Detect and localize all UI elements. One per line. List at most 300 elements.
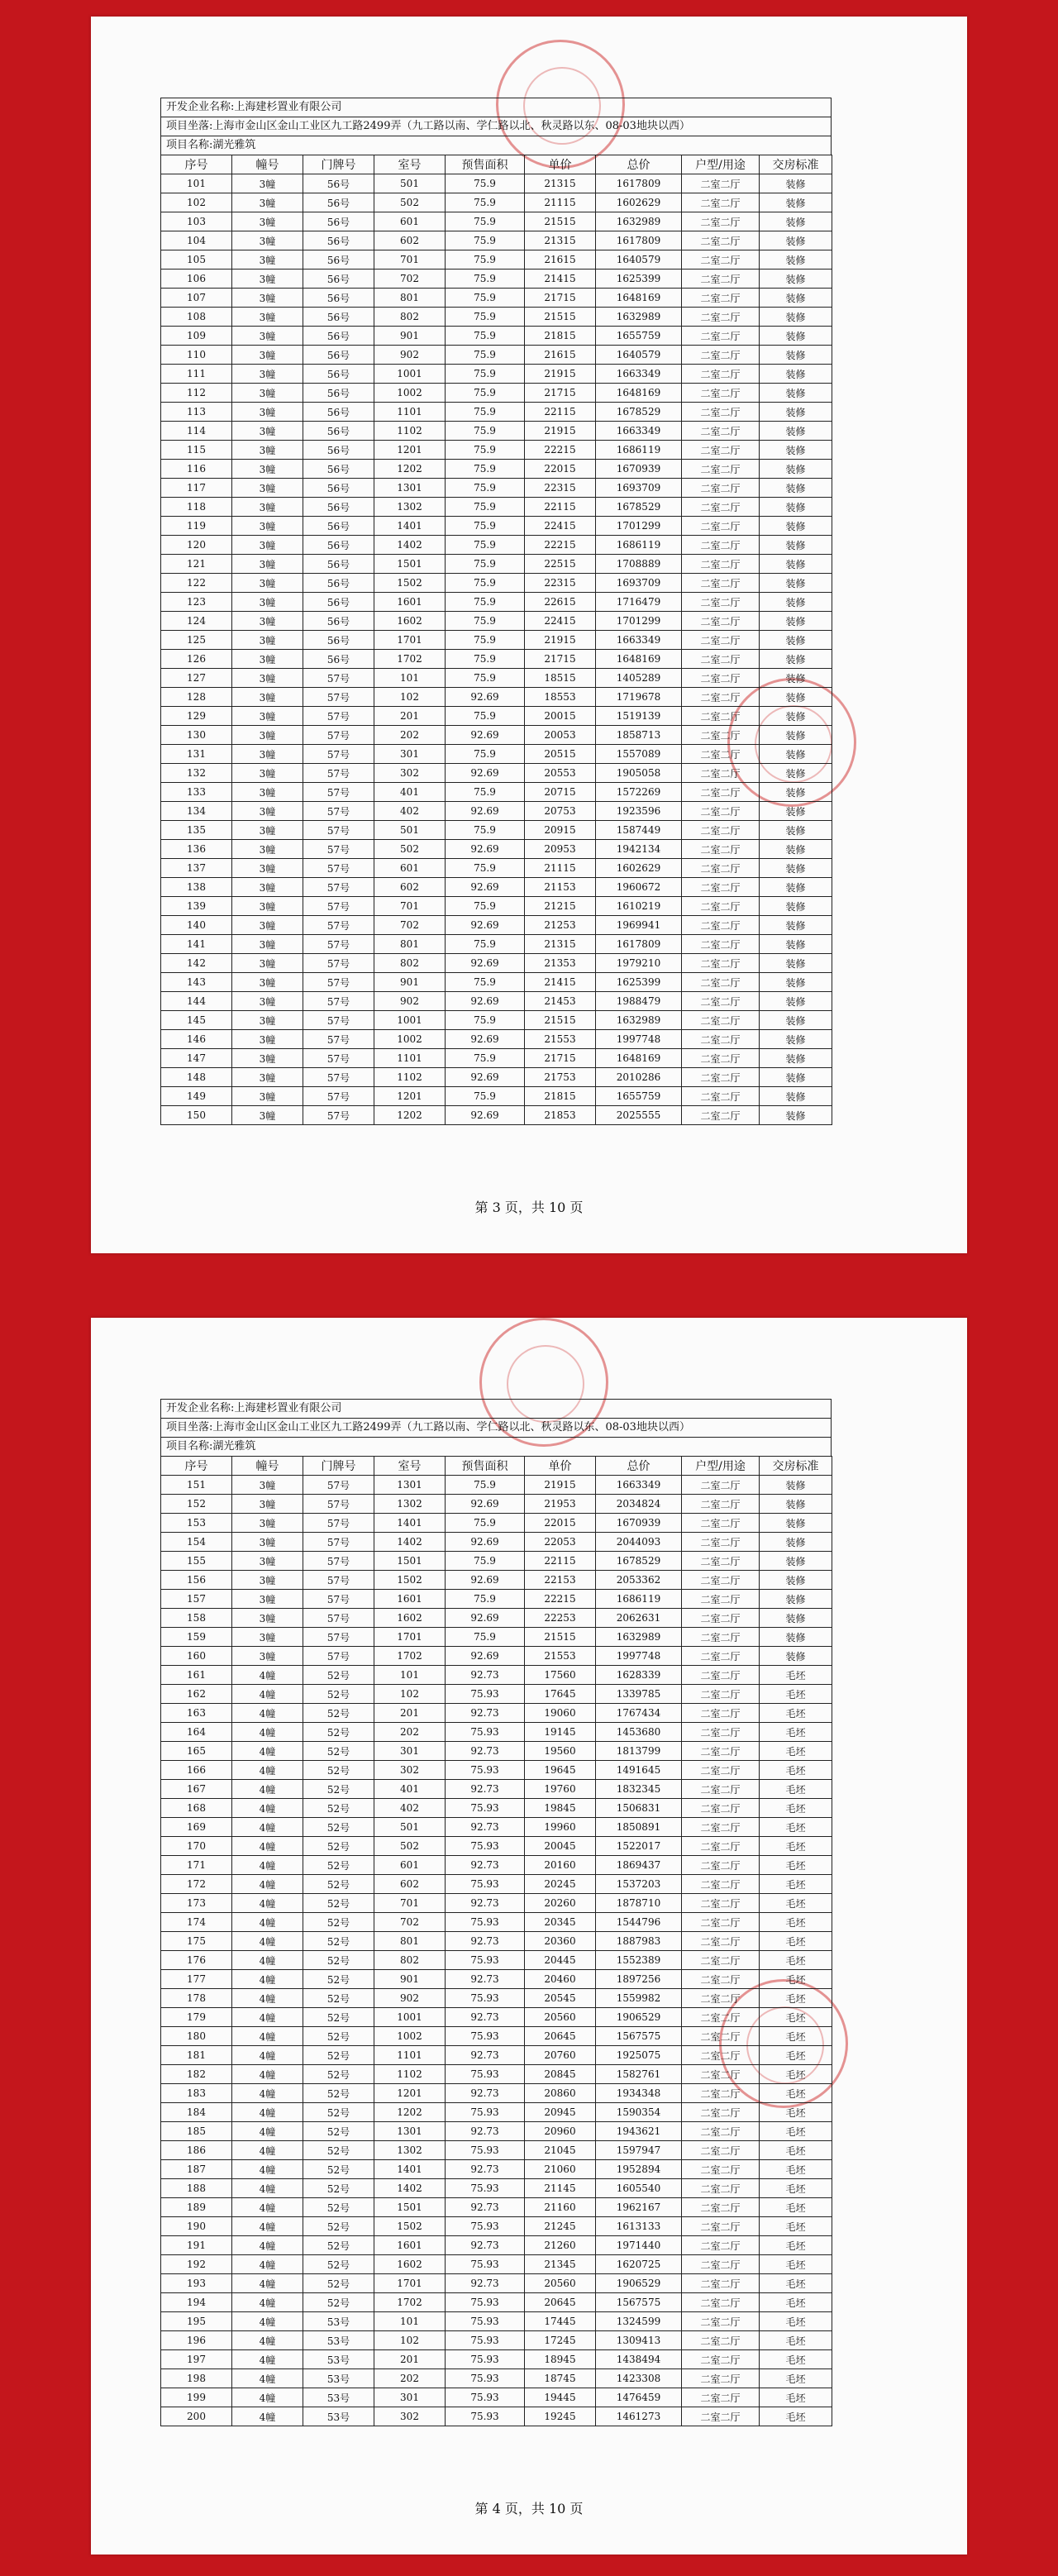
cell-total-price: 1988479	[596, 992, 682, 1011]
cell-room: 701	[374, 897, 446, 916]
cell-delivery: 毛坯	[760, 2008, 832, 2027]
cell-delivery: 装修	[760, 1068, 832, 1087]
cell-delivery: 毛坯	[760, 1856, 832, 1875]
cell-building: 4幢	[232, 1742, 303, 1761]
cell-building: 3幢	[232, 517, 303, 536]
cell-unit-price: 19645	[525, 1761, 596, 1780]
cell-area: 92.73	[446, 2084, 525, 2103]
cell-building: 3幢	[232, 1647, 303, 1666]
cell-building: 3幢	[232, 935, 303, 954]
cell-seq: 163	[161, 1704, 232, 1723]
cell-seq: 106	[161, 270, 232, 289]
cell-delivery: 装修	[760, 992, 832, 1011]
cell-layout: 二室二厅	[682, 1837, 760, 1856]
cell-door: 52号	[303, 2293, 374, 2312]
cell-building: 3幢	[232, 726, 303, 745]
cell-unit-price: 21515	[525, 1628, 596, 1647]
cell-area: 75.93	[446, 1837, 525, 1856]
project-label: 项目名称:	[166, 139, 213, 151]
cell-unit-price: 20715	[525, 783, 596, 802]
cell-room: 101	[374, 1666, 446, 1685]
cell-unit-price: 22515	[525, 555, 596, 574]
cell-layout: 二室二厅	[682, 1685, 760, 1704]
cell-unit-price: 18945	[525, 2350, 596, 2369]
cell-delivery: 毛坯	[760, 1742, 832, 1761]
cell-layout: 二室二厅	[682, 1011, 760, 1030]
cell-area: 75.9	[446, 897, 525, 916]
cell-layout: 二室二厅	[682, 441, 760, 460]
cell-area: 75.9	[446, 384, 525, 403]
cell-seq: 130	[161, 726, 232, 745]
cell-area: 75.9	[446, 174, 525, 193]
cell-unit-price: 22253	[525, 1609, 596, 1628]
cell-door: 53号	[303, 2331, 374, 2350]
cell-layout: 二室二厅	[682, 517, 760, 536]
cell-seq: 164	[161, 1723, 232, 1742]
cell-door: 56号	[303, 289, 374, 308]
cell-seq: 187	[161, 2160, 232, 2179]
table-row	[161, 1552, 832, 1571]
cell-unit-price: 20645	[525, 2027, 596, 2046]
cell-door: 52号	[303, 1799, 374, 1818]
cell-total-price: 1678529	[596, 403, 682, 422]
cell-door: 56号	[303, 441, 374, 460]
cell-seq: 189	[161, 2198, 232, 2217]
cell-building: 3幢	[232, 1106, 303, 1125]
cell-room: 302	[374, 2407, 446, 2426]
cell-layout: 二室二厅	[682, 1761, 760, 1780]
cell-delivery: 装修	[760, 250, 832, 270]
cell-unit-price: 22115	[525, 1552, 596, 1571]
cell-unit-price: 19760	[525, 1780, 596, 1799]
cell-delivery: 装修	[760, 973, 832, 992]
cell-door: 57号	[303, 1533, 374, 1552]
cell-area: 92.69	[446, 1609, 525, 1628]
cell-total-price: 1960672	[596, 878, 682, 897]
cell-building: 3幢	[232, 859, 303, 878]
cell-layout: 二室二厅	[682, 1495, 760, 1514]
cell-door: 52号	[303, 2122, 374, 2141]
cell-delivery: 毛坯	[760, 2274, 832, 2293]
cell-area: 92.69	[446, 916, 525, 935]
table-row	[161, 1761, 832, 1780]
cell-area: 75.9	[446, 498, 525, 517]
cell-unit-price: 20753	[525, 802, 596, 821]
cell-unit-price: 20560	[525, 2008, 596, 2027]
cell-seq: 156	[161, 1571, 232, 1590]
cell-seq: 102	[161, 193, 232, 212]
cell-door: 56号	[303, 346, 374, 365]
cell-door: 52号	[303, 1666, 374, 1685]
cell-unit-price: 22315	[525, 479, 596, 498]
cell-building: 4幢	[232, 2160, 303, 2179]
cell-total-price: 1943621	[596, 2122, 682, 2141]
cell-door: 56号	[303, 212, 374, 231]
cell-door: 57号	[303, 840, 374, 859]
table-row	[161, 878, 832, 897]
cell-area: 92.69	[446, 1030, 525, 1049]
cell-area: 75.93	[446, 2350, 525, 2369]
cell-room: 1702	[374, 1647, 446, 1666]
cell-room: 1202	[374, 1106, 446, 1125]
cell-total-price: 1582761	[596, 2065, 682, 2084]
cell-room: 601	[374, 1856, 446, 1875]
cell-layout: 二室二厅	[682, 2350, 760, 2369]
cell-unit-price: 20045	[525, 1837, 596, 1856]
table-row	[161, 2008, 832, 2027]
cell-building: 3幢	[232, 1571, 303, 1590]
cell-area: 92.73	[446, 1856, 525, 1875]
cell-layout: 二室二厅	[682, 308, 760, 327]
table-row	[161, 2217, 832, 2236]
cell-seq: 183	[161, 2084, 232, 2103]
cell-layout: 二室二厅	[682, 612, 760, 631]
cell-building: 4幢	[232, 2274, 303, 2293]
cell-building: 3幢	[232, 1068, 303, 1087]
table-row	[161, 1723, 832, 1742]
cell-total-price: 1678529	[596, 1552, 682, 1571]
cell-area: 92.73	[446, 2274, 525, 2293]
cell-total-price: 1632989	[596, 212, 682, 231]
cell-room: 1602	[374, 1609, 446, 1628]
cell-total-price: 1832345	[596, 1780, 682, 1799]
cell-area: 75.9	[446, 745, 525, 764]
table-row	[161, 764, 832, 783]
cell-seq: 141	[161, 935, 232, 954]
cell-delivery: 装修	[760, 289, 832, 308]
cell-area: 92.69	[446, 1533, 525, 1552]
cell-layout: 二室二厅	[682, 1951, 760, 1970]
cell-building: 4幢	[232, 1761, 303, 1780]
cell-room: 101	[374, 2312, 446, 2331]
cell-delivery: 装修	[760, 802, 832, 821]
cell-door: 56号	[303, 574, 374, 593]
cell-unit-price: 19245	[525, 2407, 596, 2426]
cell-building: 4幢	[232, 2331, 303, 2350]
cell-door: 57号	[303, 1552, 374, 1571]
cell-layout: 二室二厅	[682, 193, 760, 212]
cell-room: 501	[374, 1818, 446, 1837]
cell-unit-price: 21753	[525, 1068, 596, 1087]
cell-building: 3幢	[232, 441, 303, 460]
cell-delivery: 装修	[760, 212, 832, 231]
cell-door: 57号	[303, 1571, 374, 1590]
cell-layout: 二室二厅	[682, 231, 760, 250]
cell-delivery: 装修	[760, 574, 832, 593]
cell-delivery: 装修	[760, 498, 832, 517]
cell-building: 3幢	[232, 422, 303, 441]
cell-seq: 104	[161, 231, 232, 250]
cell-room: 1702	[374, 650, 446, 669]
table-row	[161, 1818, 832, 1837]
cell-seq: 159	[161, 1628, 232, 1647]
cell-area: 75.93	[446, 1875, 525, 1894]
cell-delivery: 毛坯	[760, 1666, 832, 1685]
cell-door: 53号	[303, 2407, 374, 2426]
cell-layout: 二室二厅	[682, 346, 760, 365]
cell-room: 602	[374, 231, 446, 250]
cell-area: 75.9	[446, 821, 525, 840]
cell-delivery: 装修	[760, 174, 832, 193]
cell-unit-price: 21453	[525, 992, 596, 1011]
table-row	[161, 2046, 832, 2065]
cell-area: 75.9	[446, 973, 525, 992]
cell-seq: 132	[161, 764, 232, 783]
table-row	[161, 916, 832, 935]
cell-door: 57号	[303, 783, 374, 802]
cell-area: 75.93	[446, 2065, 525, 2084]
cell-room: 1702	[374, 2293, 446, 2312]
cell-building: 3幢	[232, 479, 303, 498]
cell-delivery: 毛坯	[760, 1799, 832, 1818]
cell-door: 52号	[303, 1837, 374, 1856]
cell-building: 3幢	[232, 897, 303, 916]
cell-building: 4幢	[232, 2008, 303, 2027]
cell-delivery: 毛坯	[760, 2122, 832, 2141]
cell-door: 56号	[303, 517, 374, 536]
cell-seq: 198	[161, 2369, 232, 2388]
cell-seq: 137	[161, 859, 232, 878]
cell-total-price: 1962167	[596, 2198, 682, 2217]
cell-layout: 二室二厅	[682, 250, 760, 270]
cell-room: 1402	[374, 2179, 446, 2198]
table-row	[161, 726, 832, 745]
cell-building: 4幢	[232, 2103, 303, 2122]
table-row	[161, 2388, 832, 2407]
cell-unit-price: 21115	[525, 193, 596, 212]
cell-layout: 二室二厅	[682, 1571, 760, 1590]
table-row	[161, 1970, 832, 1989]
cell-delivery: 装修	[760, 745, 832, 764]
cell-area: 75.93	[446, 1761, 525, 1780]
cell-delivery: 装修	[760, 764, 832, 783]
cell-layout: 二室二厅	[682, 992, 760, 1011]
cell-area: 75.9	[446, 250, 525, 270]
table-row	[161, 2312, 832, 2331]
column-header-delivery: 交房标准	[760, 155, 832, 174]
cell-layout: 二室二厅	[682, 2027, 760, 2046]
cell-layout: 二室二厅	[682, 764, 760, 783]
cell-seq: 147	[161, 1049, 232, 1068]
cell-unit-price: 19560	[525, 1742, 596, 1761]
cell-door: 52号	[303, 2217, 374, 2236]
cell-door: 57号	[303, 821, 374, 840]
cell-total-price: 1309413	[596, 2331, 682, 2350]
table-row	[161, 1704, 832, 1723]
table-row	[161, 1894, 832, 1913]
cell-door: 52号	[303, 2084, 374, 2103]
column-header-area: 预售面积	[446, 1457, 525, 1476]
cell-seq: 166	[161, 1761, 232, 1780]
cell-total-price: 1648169	[596, 1049, 682, 1068]
cell-delivery: 毛坯	[760, 2084, 832, 2103]
cell-door: 52号	[303, 2103, 374, 2122]
cell-room: 601	[374, 212, 446, 231]
cell-room: 301	[374, 745, 446, 764]
cell-room: 902	[374, 1989, 446, 2008]
cell-door: 52号	[303, 1856, 374, 1875]
table-row	[161, 821, 832, 840]
cell-unit-price: 22153	[525, 1571, 596, 1590]
cell-door: 57号	[303, 935, 374, 954]
cell-room: 1701	[374, 1628, 446, 1647]
cell-seq: 162	[161, 1685, 232, 1704]
cell-building: 4幢	[232, 2179, 303, 2198]
cell-seq: 196	[161, 2331, 232, 2350]
cell-building: 3幢	[232, 498, 303, 517]
cell-building: 4幢	[232, 1875, 303, 1894]
table-row	[161, 460, 832, 479]
cell-unit-price: 20345	[525, 1913, 596, 1932]
cell-layout: 二室二厅	[682, 327, 760, 346]
cell-unit-price: 20515	[525, 745, 596, 764]
cell-building: 3幢	[232, 992, 303, 1011]
table-header	[161, 155, 832, 174]
cell-delivery: 装修	[760, 1552, 832, 1571]
cell-delivery: 毛坯	[760, 2046, 832, 2065]
cell-unit-price: 21215	[525, 897, 596, 916]
cell-layout: 二室二厅	[682, 821, 760, 840]
cell-unit-price: 20953	[525, 840, 596, 859]
cell-delivery: 装修	[760, 517, 832, 536]
cell-delivery: 装修	[760, 935, 832, 954]
cell-layout: 二室二厅	[682, 2103, 760, 2122]
cell-unit-price: 20860	[525, 2084, 596, 2103]
cell-area: 75.93	[446, 2331, 525, 2350]
cell-unit-price: 21915	[525, 631, 596, 650]
cell-layout: 二室二厅	[682, 2293, 760, 2312]
cell-area: 75.9	[446, 1476, 525, 1495]
cell-delivery: 装修	[760, 441, 832, 460]
cell-building: 4幢	[232, 2122, 303, 2141]
cell-door: 57号	[303, 745, 374, 764]
cell-door: 57号	[303, 802, 374, 821]
table-row	[161, 1590, 832, 1609]
table-header	[161, 1457, 832, 1476]
cell-seq: 186	[161, 2141, 232, 2160]
cell-door: 56号	[303, 174, 374, 193]
cell-layout: 二室二厅	[682, 935, 760, 954]
cell-unit-price: 22615	[525, 593, 596, 612]
cell-unit-price: 20245	[525, 1875, 596, 1894]
table-row	[161, 1514, 832, 1533]
cell-area: 75.9	[446, 517, 525, 536]
table-row	[161, 308, 832, 327]
cell-seq: 109	[161, 327, 232, 346]
cell-total-price: 1552389	[596, 1951, 682, 1970]
cell-door: 52号	[303, 1761, 374, 1780]
cell-area: 75.9	[446, 1087, 525, 1106]
cell-unit-price: 22015	[525, 460, 596, 479]
cell-total-price: 1438494	[596, 2350, 682, 2369]
cell-unit-price: 22115	[525, 498, 596, 517]
cell-delivery: 装修	[760, 1571, 832, 1590]
cell-seq: 170	[161, 1837, 232, 1856]
cell-door: 52号	[303, 1970, 374, 1989]
cell-building: 4幢	[232, 1856, 303, 1875]
cell-unit-price: 20015	[525, 707, 596, 726]
cell-unit-price: 21153	[525, 878, 596, 897]
units-table	[160, 1456, 832, 2426]
cell-layout: 二室二厅	[682, 1628, 760, 1647]
company-name: 上海建杉置业有限公司	[234, 1402, 342, 1414]
cell-seq: 195	[161, 2312, 232, 2331]
cell-layout: 二室二厅	[682, 1514, 760, 1533]
cell-room: 1401	[374, 1514, 446, 1533]
cell-building: 3幢	[232, 460, 303, 479]
cell-room: 601	[374, 859, 446, 878]
cell-area: 75.93	[446, 2027, 525, 2046]
cell-unit-price: 21253	[525, 916, 596, 935]
cell-total-price: 1708889	[596, 555, 682, 574]
cell-total-price: 1617809	[596, 231, 682, 250]
cell-seq: 101	[161, 174, 232, 193]
cell-total-price: 1942134	[596, 840, 682, 859]
cell-seq: 124	[161, 612, 232, 631]
cell-seq: 157	[161, 1590, 232, 1609]
cell-layout: 二室二厅	[682, 2141, 760, 2160]
cell-door: 57号	[303, 1476, 374, 1495]
cell-delivery: 装修	[760, 1514, 832, 1533]
cell-building: 3幢	[232, 212, 303, 231]
cell-seq: 192	[161, 2255, 232, 2274]
cell-unit-price: 22053	[525, 1533, 596, 1552]
cell-door: 56号	[303, 612, 374, 631]
cell-unit-price: 18515	[525, 669, 596, 688]
location-row	[160, 117, 832, 136]
cell-door: 52号	[303, 2179, 374, 2198]
table-row	[161, 574, 832, 593]
cell-area: 92.73	[446, 1894, 525, 1913]
cell-room: 1701	[374, 631, 446, 650]
table-row	[161, 479, 832, 498]
cell-building: 4幢	[232, 2198, 303, 2217]
cell-delivery: 装修	[760, 726, 832, 745]
cell-seq: 174	[161, 1913, 232, 1932]
cell-room: 1302	[374, 498, 446, 517]
column-header-room: 室号	[374, 155, 446, 174]
cell-door: 57号	[303, 707, 374, 726]
cell-area: 92.73	[446, 1932, 525, 1951]
cell-delivery: 装修	[760, 593, 832, 612]
cell-area: 75.93	[446, 2217, 525, 2236]
cell-total-price: 1663349	[596, 631, 682, 650]
cell-seq: 180	[161, 2027, 232, 2046]
cell-seq: 140	[161, 916, 232, 935]
cell-total-price: 1663349	[596, 1476, 682, 1495]
cell-total-price: 1701299	[596, 612, 682, 631]
table-row	[161, 897, 832, 916]
cell-unit-price: 21715	[525, 384, 596, 403]
table-row	[161, 1011, 832, 1030]
cell-building: 3幢	[232, 916, 303, 935]
cell-layout: 二室二厅	[682, 212, 760, 231]
cell-seq: 146	[161, 1030, 232, 1049]
cell-seq: 160	[161, 1647, 232, 1666]
cell-seq: 113	[161, 403, 232, 422]
cell-delivery: 装修	[760, 840, 832, 859]
cell-area: 92.73	[446, 2236, 525, 2255]
cell-delivery: 装修	[760, 308, 832, 327]
sales-sheet	[160, 1399, 832, 2426]
cell-seq: 108	[161, 308, 232, 327]
table-row	[161, 1989, 832, 2008]
cell-seq: 139	[161, 897, 232, 916]
table-row	[161, 1533, 832, 1552]
cell-building: 4幢	[232, 1837, 303, 1856]
cell-area: 92.69	[446, 992, 525, 1011]
cell-building: 4幢	[232, 1989, 303, 2008]
